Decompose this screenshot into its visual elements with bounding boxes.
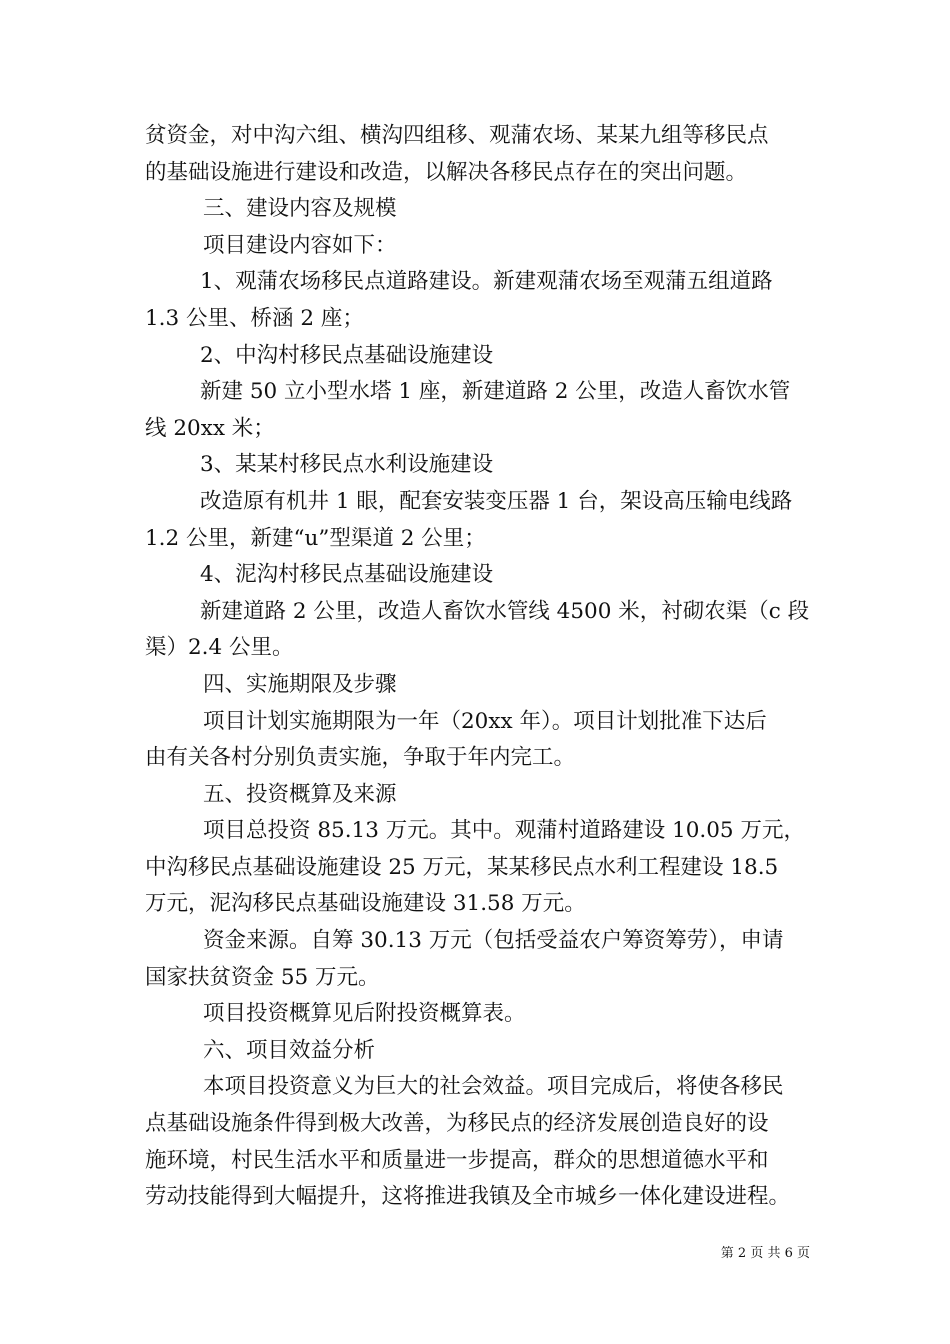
- paragraph-line: 项目计划实施期限为一年（20xx 年）。项目计划批准下达后: [203, 708, 767, 734]
- section-heading: 六、项目效益分析: [203, 1037, 376, 1063]
- paragraph-line: 新建 50 立小型水塔 1 座，新建道路 2 公里，改造人畜饮水管: [200, 379, 791, 405]
- paragraph-line: 国家扶贫资金 55 万元。: [145, 964, 380, 990]
- paragraph-line: 中沟移民点基础设施建设 25 万元，某某移民点水利工程建设 18.5: [145, 854, 779, 880]
- paragraph-line: 施环境，村民生活水平和质量进一步提高，群众的思想道德水平和: [145, 1147, 769, 1173]
- paragraph-line: 本项目投资意义为巨大的社会效益。项目完成后，将使各移民: [203, 1074, 784, 1100]
- list-item-heading: 3、某某村移民点水利设施建设: [200, 452, 494, 478]
- paragraph-line: 改造原有机井 1 眼，配套安装变压器 1 台，架设高压输电线路: [200, 488, 793, 514]
- list-item-heading: 2、中沟村移民点基础设施建设: [200, 342, 494, 368]
- paragraph-line: 点基础设施条件得到极大改善，为移民点的经济发展创造良好的设: [145, 1111, 769, 1137]
- paragraph-line: 1.3 公里、桥涵 2 座；: [145, 305, 364, 331]
- list-item-heading: 4、泥沟村移民点基础设施建设: [200, 562, 494, 588]
- page-number-footer: 第 2 页 共 6 页: [720, 1246, 810, 1261]
- paragraph-line: 项目建设内容如下：: [203, 232, 397, 258]
- paragraph-line: 线 20xx 米；: [145, 415, 275, 441]
- section-heading: 五、投资概算及来源: [203, 781, 397, 807]
- paragraph-line: 劳动技能得到大幅提升，这将推进我镇及全市城乡一体化建设进程。: [145, 1184, 791, 1210]
- paragraph-line: 的基础设施进行建设和改造，以解决各移民点存在的突出问题。: [145, 159, 748, 185]
- section-heading: 四、实施期限及步骤: [203, 671, 397, 697]
- paragraph-line: 资金来源。自筹 30.13 万元（包括受益农户筹资筹劳），申请: [203, 928, 784, 954]
- paragraph-line: 项目投资概算见后附投资概算表。: [203, 1001, 526, 1027]
- section-heading: 三、建设内容及规模: [203, 196, 397, 222]
- paragraph-line: 新建道路 2 公里，改造人畜饮水管线 4500 米，衬砌农渠（c 段: [200, 598, 810, 624]
- paragraph-line: 由有关各村分别负责实施，争取于年内完工。: [145, 745, 576, 771]
- paragraph-line: 渠）2.4 公里。: [145, 635, 294, 661]
- list-item-heading: 1、观蒲农场移民点道路建设。新建观蒲农场至观蒲五组道路: [200, 269, 773, 295]
- document-body: [145, 118, 810, 1216]
- paragraph-line: 贫资金，对中沟六组、横沟四组移、观蒲农场、某某九组等移民点: [145, 123, 769, 148]
- paragraph-line: 万元，泥沟移民点基础设施建设 31.58 万元。: [145, 891, 586, 917]
- paragraph-line: 项目总投资 85.13 万元。其中。观蒲村道路建设 10.05 万元，: [203, 818, 805, 844]
- paragraph-line: 1.2 公里，新建“u”型渠道 2 公里；: [145, 525, 486, 551]
